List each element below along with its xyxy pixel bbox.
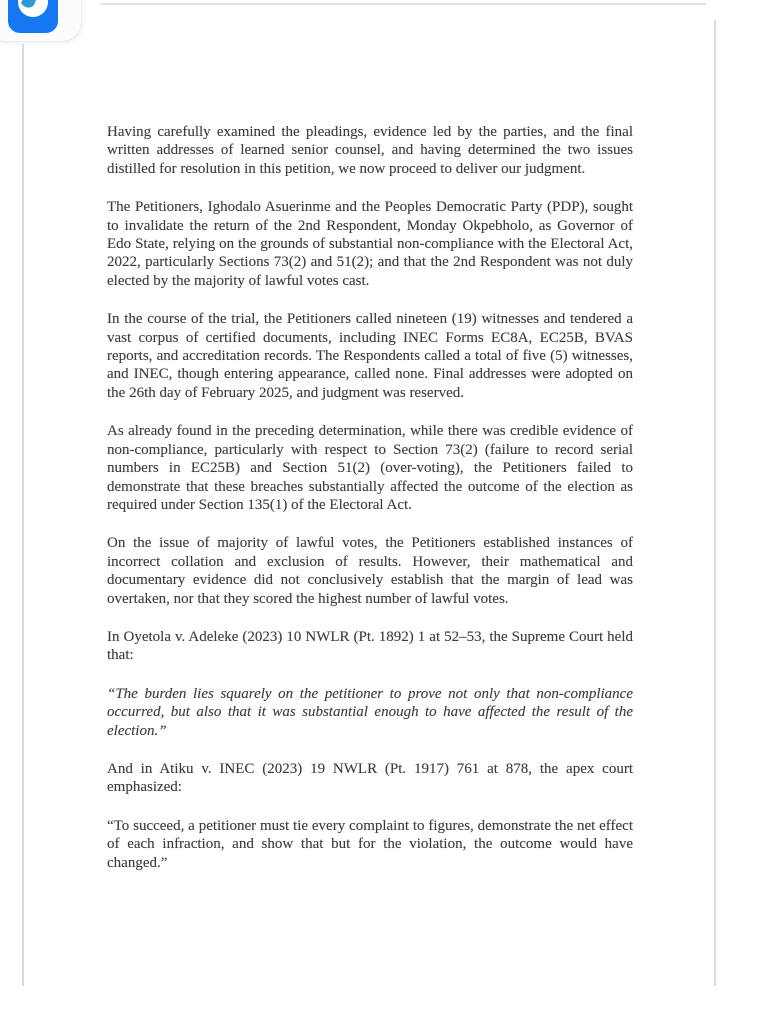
blockquote-atiku: “To succeed, a petitioner must tie every complaint to figures, demonstrate the net effect of each infraction, and show that but for the violation, the outcome would have changed.” — [107, 817, 633, 871]
paragraph-2: The Petitioners, Ighodalo Asuerinme and the Peoples Democratic Party (PDP), sought to invalidate the return of the 2nd Respondent, Monday Okpebholo, as Governor of Edo State, relying on the grounds of substantial non-compliance with the Electoral Act, 2022, particularly Sections 73(2) and 51(2); and that the 2nd Respondent was not duly elected by the majority of lawful votes cast. — [107, 199, 633, 289]
paragraph-1: Having carefully examined the pleadings, evidence led by the parties, and the final written addresses of learned senior counsel, and having determined the two issues distilled for resolution in this petition, we now proceed to deliver our judgment. — [107, 124, 633, 177]
blockquote-oyetola: “The burden lies squarely on the petitioner to prove not only that non-compliance occurred, but also that it was substantial enough to have affected the result of the election.” — [107, 685, 633, 739]
paragraph-5: On the issue of majority of lawful votes, the Petitioners established instances of incorrect collation and exclusion of results. However, their mathematical and documentary evidence did not conclusively establish that the margin of lead was overtaken, nor that they scored the highest number of lawful votes. — [107, 535, 633, 607]
page-left-edge — [22, 44, 24, 986]
paragraph-4: As already found in the preceding determination, while there was credible evidence of non-compliance, particularly with respect to Section 73(2) (failure to record serial numbers in EC25B) and Section 51(2) (over-voting), the Petitioners failed to demonstrate that these breaches substantially affected the outcome of the election as required under Section 135(1) of the Electoral Act. — [107, 423, 633, 513]
paragraph-8-citation-atiku: And in Atiku v. INEC (2023) 19 NWLR (Pt. 1917) 761 at 878, the apex court emphasized: — [107, 760, 633, 796]
page-top-edge — [100, 3, 706, 5]
messenger-app-icon[interactable] — [8, 0, 58, 33]
paragraph-6-citation-oyetola: In Oyetola v. Adeleke (2023) 10 NWLR (Pt. 1892) 1 at 52–53, the Supreme Court held that: — [107, 628, 633, 664]
judgment-document-text — [107, 123, 633, 872]
app-icon-graphic — [8, 0, 58, 33]
page-right-edge — [714, 20, 716, 986]
paragraph-3: In the course of the trial, the Petitioners called nineteen (19) witnesses and tendered a vast corpus of certified documents, including INEC Forms EC8A, EC25B, BVAS reports, and accreditation records. The Respondents called a total of five (5) witnesses, and INEC, though entering appearance, called none. Final addresses were adopted on the 26th day of February 2025, and judgment was reserved. — [107, 311, 633, 401]
